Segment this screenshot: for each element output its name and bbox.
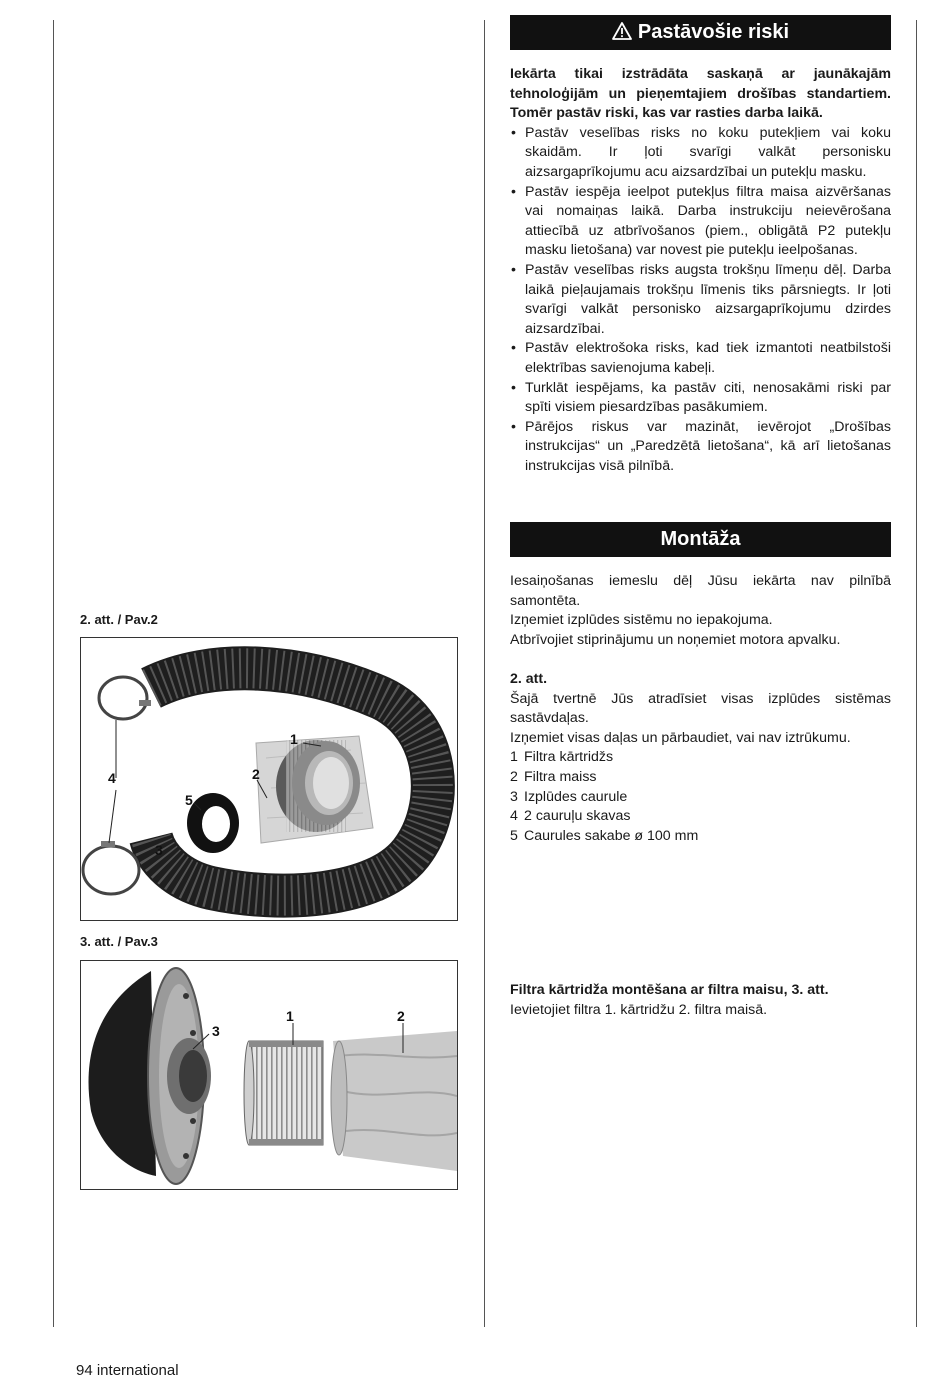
risks-banner xyxy=(510,15,891,50)
fig2-text-2: Izņemiet visas daļas un pārbaudiet, vai nav iztrūkumu. xyxy=(510,729,851,746)
fig3-text: Ievietojiet filtra 1. kārtridžu 2. filtra maisā. xyxy=(510,1001,768,1018)
part-label: Filtra maiss xyxy=(524,768,597,785)
fig2-callout-4: 4 xyxy=(108,770,116,786)
fig3-image xyxy=(80,960,458,1190)
list-item xyxy=(510,768,891,788)
montaza-section xyxy=(510,572,891,846)
column-rule-middle xyxy=(484,20,485,1327)
fig3-callout-3: 3 xyxy=(212,1023,220,1039)
fig3-callout-1: 1 xyxy=(286,1008,294,1024)
filter-assembly-illustration xyxy=(81,961,457,1189)
part-number: 5 xyxy=(510,827,518,844)
fig3-label: 3. att. / Pav.3 xyxy=(80,934,158,949)
exhaust-parts-illustration xyxy=(81,638,457,920)
fig3-heading: Filtra kārtridža montēšana ar filtra maisu, 3. att. xyxy=(510,982,829,998)
montaza-para-1: Iesaiņošanas iemeslu dēļ Jūsu iekārta nav pilnībā samontēta. xyxy=(510,573,891,609)
part-number: 3 xyxy=(510,788,518,805)
list-item: • Pastāv iespēja ieelpot putekļus filtra maisa aizvēršanas vai nomaiņas laikā. Darba instrukciju neievērošana attiecībā uz atbrīvošanos (piem., obligātā P2 putekļu masku lietošana) var novest pie putekļu ieelpošanas. xyxy=(510,183,891,261)
list-item: • Pastāv elektrošoka risks, kad tiek izmantoti neatbilstoši elektrības savienojuma kabeļi. xyxy=(510,339,891,378)
part-label: Caurules sakabe ø 100 mm xyxy=(524,827,699,844)
fig3-callout-2: 2 xyxy=(397,1008,405,1024)
fig2-image xyxy=(80,637,458,921)
risks-intro: Iekārta tikai izstrādāta saskaņā ar jaunākajām tehnoloģijām un pieņemtajiem drošības standartiem. Tomēr pastāv riski, kas var rasties darba laikā. xyxy=(510,66,891,122)
fig3-instructions xyxy=(510,981,891,1020)
risks-title: Pastāvošie riski xyxy=(637,21,790,43)
montaza-para-2: Izņemiet izplūdes sistēmu no iepakojuma. xyxy=(510,612,773,629)
part-label: 2 cauruļu skavas xyxy=(524,808,631,825)
page-footer: 94 international xyxy=(76,1362,179,1379)
fig2-label: 2. att. / Pav.2 xyxy=(80,612,158,627)
part-number: 4 xyxy=(510,808,518,825)
montaza-para-3: Atbrīvojiet stiprinājumu un noņemiet motora apvalku. xyxy=(510,631,841,648)
list-item: • Pārējos riskus var mazināt, ievērojot „Drošības instrukcijas“ un „Paredzētā lietošana“, kā arī lietošanas instrukcijas visā pilnībā. xyxy=(510,418,891,477)
fig2-text-1: Šajā tvertnē Jūs atradīsiet visas izplūdes sistēmas sastāvdaļas. xyxy=(510,690,891,727)
part-label: Filtra kārtridžs xyxy=(524,749,614,766)
column-rule-right xyxy=(916,20,917,1327)
list-item: • Turklāt iespējams, ka pastāv citi, nenosakāmi riski par spīti visiem piesardzības pasākumiem. xyxy=(510,379,891,418)
list-item xyxy=(510,788,891,808)
list-item xyxy=(510,827,891,847)
part-label: Izplūdes caurule xyxy=(524,788,628,805)
list-item xyxy=(510,807,891,827)
fig2-callout-2: 2 xyxy=(252,766,260,782)
fig2-callout-5: 5 xyxy=(185,792,193,808)
montaza-title: Montāža xyxy=(660,528,741,550)
list-item: • Pastāv veselības risks augsta trokšņu līmeņu dēļ. Darba laikā pieļaujamais trokšņu līmenis tiks pārsniegts. Ir ļoti svarīgi valkāt personisko aizsargaprīkojumu dzirdes aizsardzībai. xyxy=(510,261,891,339)
fig2-callout-1: 1 xyxy=(290,731,298,747)
part-number: 2 xyxy=(510,768,518,785)
risks-section xyxy=(510,65,891,476)
warning-triangle-icon xyxy=(612,22,632,40)
parts-list xyxy=(510,748,891,846)
fig2-heading: 2. att. xyxy=(510,670,548,687)
list-item xyxy=(510,748,891,768)
montaza-banner xyxy=(510,522,891,557)
list-item: • Pastāv veselības risks no koku putekļiem vai koku skaidām. Ir ļoti svarīgi valkāt personisku aizsargaprīkojumu acu aizsardzībai un putekļu masku. xyxy=(510,124,891,183)
part-number: 1 xyxy=(510,749,518,766)
column-rule-left xyxy=(53,20,54,1327)
fig2-callout-3: 3 xyxy=(155,842,163,858)
risks-list xyxy=(510,124,891,477)
